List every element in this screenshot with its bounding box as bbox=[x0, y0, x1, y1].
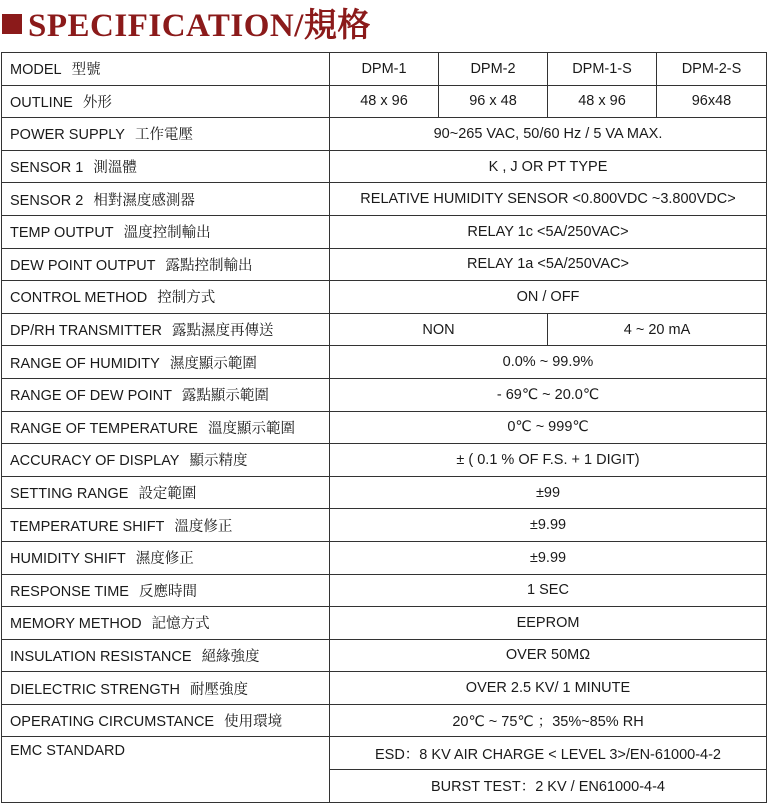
table-row bbox=[2, 476, 767, 509]
table-row bbox=[2, 313, 767, 346]
spec-value: 96x48 bbox=[657, 85, 767, 118]
table-row bbox=[2, 346, 767, 379]
table-row bbox=[2, 378, 767, 411]
label-en: MEMORY METHOD bbox=[10, 616, 142, 633]
spec-label bbox=[2, 476, 330, 509]
label-en: OPERATING CIRCUMSTANCE bbox=[10, 714, 215, 731]
label-zh: 露點控制輸出 bbox=[165, 257, 253, 274]
label-zh: 工作電壓 bbox=[134, 127, 193, 144]
page-title: SPECIFICATION/規格 bbox=[28, 7, 371, 44]
label-en: HUMIDITY SHIFT bbox=[10, 551, 126, 568]
table-row bbox=[2, 118, 767, 151]
spec-value: OVER 2.5 KV/ 1 MINUTE bbox=[330, 672, 767, 705]
table-row bbox=[2, 150, 767, 183]
table-row bbox=[2, 281, 767, 314]
label-en: TEMPERATURE SHIFT bbox=[10, 518, 165, 535]
spec-value: DPM-1 bbox=[330, 53, 439, 86]
spec-value: OVER 50MΩ bbox=[330, 639, 767, 672]
spec-value: ESD：8 KV AIR CHARGE < LEVEL 3>/EN-61000-4-2 bbox=[330, 737, 767, 770]
spec-value: ±99 bbox=[330, 476, 767, 509]
spec-value: DPM-2-S bbox=[657, 53, 767, 86]
table-row bbox=[2, 53, 767, 86]
spec-value: ±9.99 bbox=[330, 509, 767, 542]
label-zh: 溫度顯示範圍 bbox=[207, 420, 295, 437]
page-header bbox=[0, 0, 371, 44]
label-en: RANGE OF DEW POINT bbox=[10, 388, 172, 405]
label-zh: 溫度修正 bbox=[174, 518, 233, 535]
table-row bbox=[2, 672, 767, 705]
spec-label bbox=[2, 248, 330, 281]
label-en: RANGE OF TEMPERATURE bbox=[10, 420, 198, 437]
label-en: SETTING RANGE bbox=[10, 486, 129, 503]
table-row bbox=[2, 215, 767, 248]
label-zh: 耐壓強度 bbox=[190, 681, 248, 698]
label-zh: 絕緣強度 bbox=[201, 648, 260, 665]
spec-label bbox=[2, 444, 330, 477]
label-zh: 相對濕度感測器 bbox=[93, 192, 195, 209]
spec-value: 4 ~ 20 mA bbox=[548, 313, 767, 346]
label-zh: 使用環境 bbox=[224, 714, 283, 731]
label-zh: 外形 bbox=[82, 94, 112, 111]
table-row bbox=[2, 444, 767, 477]
label-en: RANGE OF HUMIDITY bbox=[10, 355, 160, 372]
spec-value: ON / OFF bbox=[330, 281, 767, 314]
label-en: RESPONSE TIME bbox=[10, 583, 129, 600]
label-en: CONTROL METHOD bbox=[10, 290, 148, 307]
spec-label bbox=[2, 639, 330, 672]
spec-value: 90~265 VAC, 50/60 Hz / 5 VA MAX. bbox=[330, 118, 767, 151]
label-en: DIELECTRIC STRENGTH bbox=[10, 681, 180, 698]
table-row bbox=[2, 183, 767, 216]
spec-value: ± ( 0.1 % OF F.S. + 1 DIGIT) bbox=[330, 444, 767, 477]
spec-value: DPM-2 bbox=[439, 53, 548, 86]
spec-value: RELATIVE HUMIDITY SENSOR <0.800VDC ~3.800VDC> bbox=[330, 183, 767, 216]
spec-value: 20℃ ~ 75℃ ；35%~85% RH bbox=[330, 704, 767, 737]
spec-label bbox=[2, 215, 330, 248]
label-zh: 濕度修正 bbox=[135, 551, 194, 568]
spec-value: 0℃ ~ 999℃ bbox=[330, 411, 767, 444]
spec-value: ±9.99 bbox=[330, 541, 767, 574]
label-zh: 控制方式 bbox=[157, 290, 216, 307]
spec-label bbox=[2, 183, 330, 216]
spec-value: 1 SEC bbox=[330, 574, 767, 607]
label-en: POWER SUPPLY bbox=[10, 127, 125, 144]
table-row bbox=[2, 541, 767, 574]
table-row bbox=[2, 607, 767, 640]
spec-label bbox=[2, 411, 330, 444]
table-row bbox=[2, 85, 767, 118]
spec-label bbox=[2, 346, 330, 379]
spec-value: 96 x 48 bbox=[439, 85, 548, 118]
spec-value: 48 x 96 bbox=[330, 85, 439, 118]
label-en: DEW POINT OUTPUT bbox=[10, 257, 156, 274]
spec-label bbox=[2, 378, 330, 411]
title-square-icon bbox=[2, 14, 22, 34]
spec-value: RELAY 1a <5A/250VAC> bbox=[330, 248, 767, 281]
table-row bbox=[2, 509, 767, 542]
spec-label bbox=[2, 607, 330, 640]
label-en: MODEL bbox=[10, 62, 62, 79]
spec-label bbox=[2, 118, 330, 151]
label-en: SENSOR 1 bbox=[10, 160, 84, 177]
label-zh: 測溫體 bbox=[93, 160, 137, 177]
label-en: INSULATION RESISTANCE bbox=[10, 648, 192, 665]
label-en: EMC STANDARD bbox=[10, 743, 125, 760]
spec-label bbox=[2, 281, 330, 314]
spec-label bbox=[2, 53, 330, 86]
spec-label bbox=[2, 150, 330, 183]
label-zh: 顯示精度 bbox=[189, 453, 248, 470]
table-row bbox=[2, 639, 767, 672]
table-row bbox=[2, 574, 767, 607]
label-en: OUTLINE bbox=[10, 94, 73, 111]
spec-value: K , J OR PT TYPE bbox=[330, 150, 767, 183]
spec-label bbox=[2, 85, 330, 118]
label-en: TEMP OUTPUT bbox=[10, 225, 114, 242]
spec-value: RELAY 1c <5A/250VAC> bbox=[330, 215, 767, 248]
spec-label bbox=[2, 704, 330, 737]
specification-table bbox=[1, 52, 767, 803]
label-zh: 露點顯示範圍 bbox=[181, 388, 269, 405]
spec-label bbox=[2, 574, 330, 607]
spec-value: EEPROM bbox=[330, 607, 767, 640]
label-en: ACCURACY OF DISPLAY bbox=[10, 453, 180, 470]
label-zh: 設定範圍 bbox=[138, 486, 197, 503]
table-row bbox=[2, 411, 767, 444]
spec-label bbox=[2, 737, 330, 802]
spec-label bbox=[2, 509, 330, 542]
label-zh: 溫度控制輸出 bbox=[123, 225, 211, 242]
table-row bbox=[2, 704, 767, 737]
label-zh: 記憶方式 bbox=[151, 616, 210, 633]
table-row bbox=[2, 248, 767, 281]
spec-value: NON bbox=[330, 313, 548, 346]
spec-value: 0.0% ~ 99.9% bbox=[330, 346, 767, 379]
spec-value: DPM-1-S bbox=[548, 53, 657, 86]
spec-value: 48 x 96 bbox=[548, 85, 657, 118]
spec-label bbox=[2, 672, 330, 705]
spec-label bbox=[2, 541, 330, 574]
label-en: SENSOR 2 bbox=[10, 192, 84, 209]
label-zh: 反應時間 bbox=[138, 583, 197, 600]
label-zh: 濕度顯示範圍 bbox=[169, 355, 257, 372]
spec-label bbox=[2, 313, 330, 346]
label-zh: 型號 bbox=[71, 62, 101, 79]
label-zh: 露點濕度再傳送 bbox=[172, 323, 274, 340]
spec-value: - 69℃ ~ 20.0℃ bbox=[330, 378, 767, 411]
spec-value: BURST TEST：2 KV / EN61000-4-4 bbox=[330, 770, 767, 803]
table-row bbox=[2, 737, 767, 770]
label-en: DP/RH TRANSMITTER bbox=[10, 323, 162, 340]
